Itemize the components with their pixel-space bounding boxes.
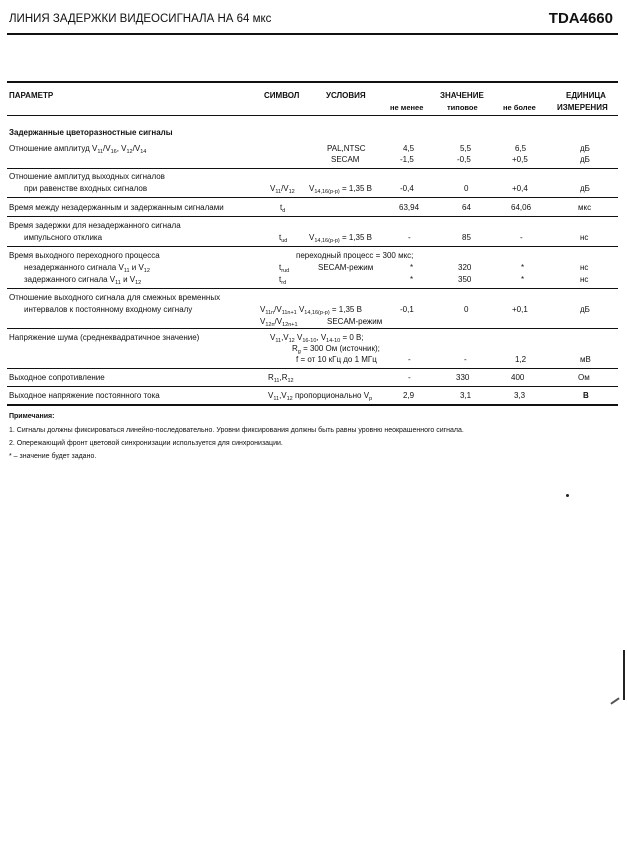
r2-param-2: при равенстве входных сигналов — [24, 184, 148, 193]
r1-typ-1: 5,5 — [460, 144, 472, 153]
r9-param: Выходное напряжение постоянного тока — [9, 391, 160, 400]
r5-cond-1: переходный процесс = 300 мкс; — [296, 251, 414, 260]
row-rule — [7, 288, 618, 289]
r6-unit: дБ — [580, 305, 590, 314]
r4-typ: 85 — [462, 233, 471, 242]
col-typ: типовое — [447, 103, 478, 112]
r2-min: -0,4 — [400, 184, 414, 193]
r8-param: Выходное сопротивление — [9, 373, 105, 382]
r2-cond: $V_{14,16(p-p)} = 1,35$ В — [309, 184, 372, 195]
r8-max: 400 — [511, 373, 525, 382]
r7-min: - — [408, 355, 411, 364]
r6-symbol-1: $V_{11n}/V_{11n+1}$ $V_{14,16(p-p)} = 1,35$ В — [260, 305, 362, 316]
section-title: Задержанные цветоразностные сигналы — [9, 128, 173, 137]
r4-symbol: $t_{ud}$ — [279, 233, 288, 244]
r5-typ-3: 350 — [458, 275, 472, 284]
r5-param-3: задержанного сигнала $V_{11}$ и $V_{12}$ — [24, 275, 142, 286]
r5-min-2: * — [410, 263, 414, 272]
r7-unit: мВ — [580, 355, 591, 364]
row-rule — [7, 216, 618, 217]
col-param: ПАРАМЕТР — [9, 91, 54, 100]
r9-symbol: $V_{11},V_{12}$ пропорционально $V_p$ — [268, 391, 373, 402]
r1-param: Отношение амплитуд $V_{11}/V_{16}$, $V_{12}/V_{14}$ — [9, 144, 147, 155]
col-unit-line1: ЕДИНИЦА — [566, 91, 606, 100]
table-top-rule — [7, 81, 618, 83]
r7-param: Напряжение шума (среднеквадратичное значение) — [9, 333, 200, 342]
col-max: не более — [503, 103, 536, 112]
r1-min-2: -1,5 — [400, 155, 414, 164]
r4-cond: $V_{14,16(p-p)} = 1,35$ В — [309, 233, 372, 244]
note-1: 1. Сигналы должны фиксироваться линейно-последовательно. Уровни фиксирования должны быть равны уровню неокрашенного сигнала. — [9, 427, 464, 434]
r7-cond-3: f = от 10 кГц до 1 МГц — [296, 355, 377, 364]
r6-symbol-2: $V_{12n}/V_{12n+1}$ — [260, 317, 298, 328]
r7-cond-2: $R_g = 300$ Ом (источник); — [292, 344, 380, 355]
r9-max: 3,3 — [514, 391, 526, 400]
r9-min: 2,9 — [403, 391, 415, 400]
r7-cond-1: $V_{11},V_{12}$ $V_{16-10}$, $V_{14-10} = 0$ В; — [270, 333, 364, 344]
r5-param-2: незадержанного сигнала $V_{11}$ и $V_{12}$ — [24, 263, 150, 274]
scan-speck — [566, 494, 569, 497]
r7-typ: - — [464, 355, 467, 364]
r3-max: 64,06 — [511, 203, 532, 212]
r5-min-3: * — [410, 275, 414, 284]
r5-unit-3: нс — [580, 275, 589, 284]
scan-smudge — [610, 697, 619, 704]
r4-unit: нс — [580, 233, 589, 242]
r5-cond-2: SECAM-режим — [318, 263, 374, 272]
part-number: TDA4660 — [548, 10, 613, 27]
row-rule — [7, 328, 618, 329]
r3-typ: 64 — [462, 203, 471, 212]
r3-symbol: $t_d$ — [280, 203, 286, 214]
r9-unit: В — [583, 391, 589, 400]
r7-max: 1,2 — [515, 355, 527, 364]
notes-title: Примечания: — [9, 413, 55, 420]
r1-cond-1: PAL,NTSC — [327, 144, 366, 153]
r6-min: -0,1 — [400, 305, 414, 314]
note-2: 2. Опережающий фронт цветовой синхронизации используется для синхронизации. — [9, 440, 283, 447]
row-rule — [7, 168, 618, 169]
r6-cond-2: SECAM-режим — [327, 317, 383, 326]
r4-max: - — [520, 233, 523, 242]
r2-unit: дБ — [580, 184, 590, 193]
r9-typ: 3,1 — [460, 391, 472, 400]
r8-symbol: $R_{11},R_{12}$ — [268, 373, 294, 384]
row-rule — [7, 246, 618, 247]
r4-param-1: Время задержки для незадержанного сигнала — [9, 221, 181, 230]
r1-unit-2: дБ — [580, 155, 590, 164]
col-unit-line2: ИЗМЕРЕНИЯ — [557, 103, 608, 112]
row-rule — [7, 197, 618, 198]
r5-symbol-2: $t_{rud}$ — [279, 263, 290, 274]
r5-max-3: * — [521, 275, 525, 284]
col-min: не менее — [390, 103, 424, 112]
table-bottom-rule — [7, 404, 618, 406]
r1-max-2: +0,5 — [512, 155, 528, 164]
r8-min: - — [408, 373, 411, 382]
row-rule — [7, 368, 618, 369]
r5-param-1: Время выходного переходного процесса — [9, 251, 160, 260]
r6-param-2: интервалов к постоянному входному сигналу — [24, 305, 193, 314]
r1-min-1: 4,5 — [403, 144, 415, 153]
r6-param-1: Отношение выходного сигнала для смежных временных — [9, 293, 221, 302]
r2-max: +0,4 — [512, 184, 528, 193]
r8-typ: 330 — [456, 373, 470, 382]
header-bottom-rule — [7, 115, 618, 116]
r4-min: - — [408, 233, 411, 242]
r2-param-1: Отношение амплитуд выходных сигналов — [9, 172, 165, 181]
r6-max: +0,1 — [512, 305, 528, 314]
r8-unit: Ом — [578, 373, 590, 382]
r1-typ-2: -0,5 — [457, 155, 471, 164]
r1-cond-2: SECAM — [331, 155, 360, 164]
r5-max-2: * — [521, 263, 525, 272]
r2-typ: 0 — [464, 184, 469, 193]
r5-unit-2: нс — [580, 263, 589, 272]
r6-typ: 0 — [464, 305, 469, 314]
r1-max-1: 6,5 — [515, 144, 527, 153]
r1-unit-1: дБ — [580, 144, 590, 153]
r3-param: Время между незадержанным и задержанным сигналами — [9, 203, 224, 212]
row-rule — [7, 386, 618, 387]
scan-edge-mark — [623, 650, 625, 700]
r5-typ-2: 320 — [458, 263, 472, 272]
r5-symbol-3: $t_{rd}$ — [279, 275, 287, 286]
r4-param-2: импульсного отклика — [24, 233, 103, 242]
page-title: ЛИНИЯ ЗАДЕРЖКИ ВИДЕОСИГНАЛА НА 64 мкс — [9, 13, 272, 25]
r2-symbol: $V_{11}/V_{12}$ — [270, 184, 295, 195]
col-value: ЗНАЧЕНИЕ — [440, 91, 484, 100]
r3-unit: мкс — [578, 203, 592, 212]
header-rule — [7, 33, 618, 35]
col-symbol: СИМВОЛ — [264, 91, 300, 100]
note-3: * – значение будет задано. — [9, 453, 97, 460]
col-conditions: УСЛОВИЯ — [326, 91, 366, 100]
r3-min: 63,94 — [399, 203, 420, 212]
